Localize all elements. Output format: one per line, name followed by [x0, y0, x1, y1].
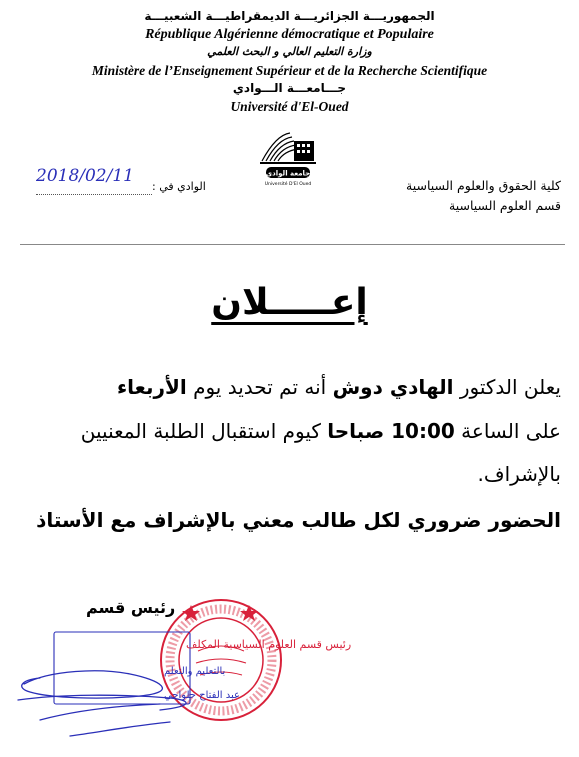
meeting-day: الأربعاء	[116, 375, 187, 399]
republic-french: République Algérienne démocratique et Populaire	[145, 27, 434, 42]
attendance-notice: الحضور ضروري لكل طالب معني بالإشراف مع الأستاذ	[36, 508, 561, 532]
ministry-arabic: وزارة التعليم العالي و البحث العلمي	[207, 45, 372, 58]
body-line-2	[81, 419, 561, 443]
body-text: على الساعة	[454, 419, 561, 443]
body-text: كيوم استقبال الطلبة المعنيين	[80, 419, 328, 443]
stamp-line-2: بالتعليم والتعلم	[164, 666, 226, 677]
stamp-line-3: عبد الفتاح حلواجي	[164, 690, 240, 701]
logo-text-arabic: جامعة الوادي	[265, 169, 311, 178]
meeting-time: 10:00 صباحا	[327, 419, 455, 443]
signature-title: رئيس قسم	[86, 598, 176, 617]
university-french: Université d'El-Oued	[230, 99, 349, 114]
handwritten-date: 2018/02/11	[36, 166, 134, 186]
header-divider	[20, 244, 565, 245]
stamp-line-1: رئيس قسم العلوم السياسية المكلف	[186, 638, 352, 651]
university-arabic: جـــامعـــة الـــوادي	[232, 81, 347, 95]
university-logo-icon	[256, 127, 320, 187]
date-dotted-line	[36, 194, 152, 195]
republic-arabic: الجمهوريـــة الجزائريـــة الديمقراطيـــة الشعبيـــة	[144, 9, 435, 23]
body-text: يعلن الدكتور	[453, 375, 561, 399]
body-text: أنه تم تحديد يوم	[186, 375, 333, 399]
ministry-french: Ministère de l’Enseignement Supérieur et de la Recherche Scientifique	[91, 63, 488, 78]
body-line-1	[117, 375, 561, 399]
department-name: قسم العلوم السياسية	[449, 198, 561, 213]
date-label: الوادي في :	[152, 180, 206, 193]
announcement-title: إعـــــلان	[211, 282, 368, 323]
handwritten-signature-icon	[10, 640, 210, 740]
logo-text-french: Université D'El Oued	[264, 182, 312, 187]
professor-name: الهادي دوش	[332, 375, 454, 399]
body-line-3: بالإشراف.	[477, 462, 561, 486]
faculty-name: كلية الحقوق والعلوم السياسية	[406, 178, 561, 193]
